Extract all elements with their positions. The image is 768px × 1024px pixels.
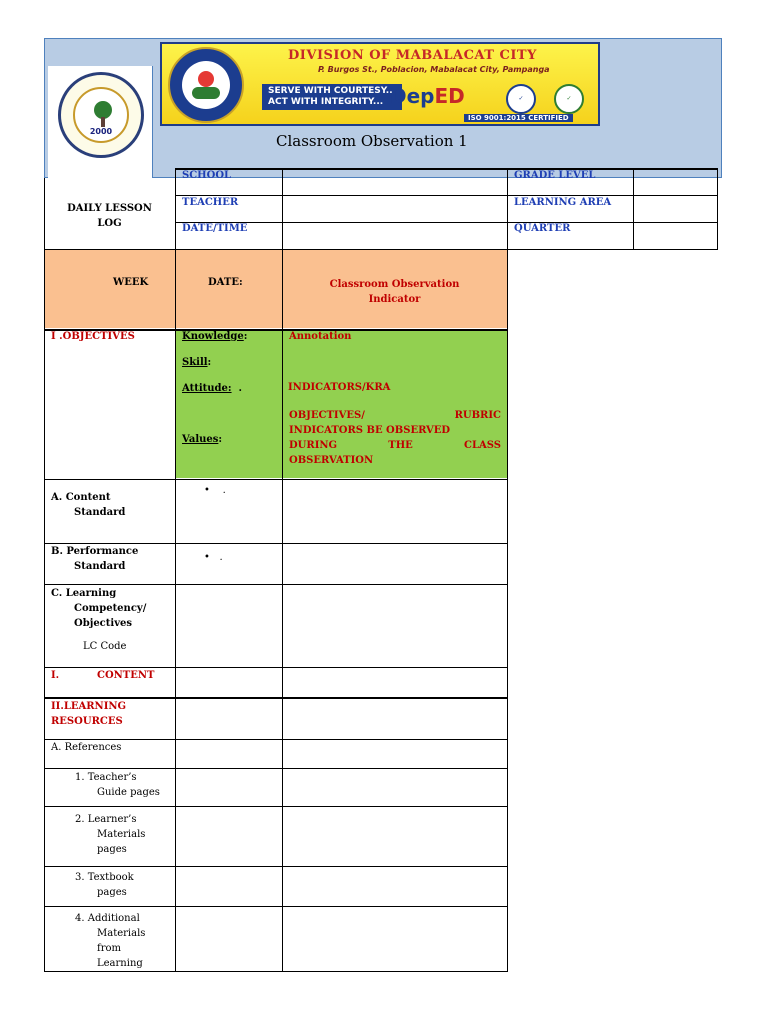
quarter-label: QUARTER <box>514 223 571 234</box>
grid-line <box>44 806 508 807</box>
performance-standard-line-2: Standard <box>74 561 126 572</box>
tg-line-1: 1. Teacher’s <box>75 772 137 783</box>
division-banner <box>160 42 600 126</box>
rubric-text <box>289 408 501 468</box>
division-name: DIVISION OF MABALACAT CITY <box>288 48 537 63</box>
rubric-word: RUBRIC <box>454 410 501 421</box>
leaf-icon <box>192 87 220 99</box>
motto-line-1: SERVE WITH COURTESY... <box>268 86 397 96</box>
rubric-line-4: OBSERVATION <box>289 455 374 466</box>
am-line-1: 4. Additional <box>75 913 140 924</box>
rubric-word: OBJECTIVES/ <box>289 410 365 421</box>
indicator-header <box>282 277 507 307</box>
values-item: Values: <box>182 434 223 445</box>
indicators-kra-label: INDICATORS/KRA <box>288 382 391 393</box>
tuv-cert-badge-icon: ✓ <box>506 84 536 114</box>
objectives-label: I .OBJECTIVES <box>51 331 135 342</box>
indicator-header-line-2: Indicator <box>368 294 421 305</box>
deped-logo <box>390 84 465 108</box>
learning-competency-label <box>51 586 146 631</box>
division-address: P. Burgos St., Poblacion, Mabalacat City, Pampanga <box>318 65 550 74</box>
grid-line <box>44 768 508 769</box>
bullet-icon: • <box>204 485 210 496</box>
grid-line <box>175 195 718 196</box>
grid-line <box>44 178 45 972</box>
motto-line-2: ACT WITH INTEGRITY... <box>268 97 384 107</box>
textbook-pages-label <box>75 870 134 900</box>
content-standard-line-2: Standard <box>74 507 126 518</box>
am-line-4: Learning <box>97 958 143 969</box>
grid-line <box>44 479 508 480</box>
bullet-dot: . <box>219 552 223 563</box>
knowledge-item: Knowledge: <box>182 331 248 342</box>
teacher-label: TEACHER <box>182 197 239 208</box>
iso-certified-label: ISO 9001:2015 CERTIFIED <box>464 114 573 122</box>
knowledge-label: Knowledge <box>182 331 244 342</box>
attitude-dot: . <box>238 383 243 394</box>
bullet-icon: • <box>204 552 210 563</box>
date-time-label: DATE/TIME <box>182 223 248 234</box>
grid-line <box>507 168 508 972</box>
bullet-dot: . <box>222 485 226 496</box>
skill-item: Skill: <box>182 357 212 368</box>
learning-resources-label <box>51 699 126 729</box>
grade-level-label: GRADE LEVEL <box>514 170 596 181</box>
content-standard-bullet <box>204 485 226 496</box>
school-seal-inner <box>73 87 129 143</box>
resources-line-1: II.LEARNING <box>51 701 127 712</box>
competency-line-1: C. Learning <box>51 588 117 599</box>
grid-line <box>44 866 508 867</box>
content-section-number: I. <box>51 670 60 681</box>
school-seal-logo <box>58 72 144 158</box>
deped-logo-part-b: ED <box>434 84 465 108</box>
tg-line-2: Guide pages <box>97 787 160 798</box>
competency-line-2: Competency/ <box>74 603 147 614</box>
deped-logo-part-a: Dep <box>390 84 435 108</box>
am-line-3: from <box>97 943 121 954</box>
performance-standard-bullet <box>204 552 223 563</box>
grid-line <box>44 906 508 907</box>
tree-trunk-icon <box>101 117 105 127</box>
grid-line <box>717 168 718 249</box>
school-founding-year: 2000 <box>89 127 113 136</box>
deped-seal-center <box>182 61 230 109</box>
content-standard-line-1: A. Content <box>51 492 111 503</box>
resources-line-2: RESOURCES <box>51 716 123 727</box>
additional-materials-label <box>75 911 145 971</box>
deped-seal-logo <box>168 47 244 123</box>
indicator-header-line-1: Classroom Observation <box>329 279 460 290</box>
attitude-item <box>182 383 242 394</box>
lm-line-2: Materials <box>97 829 146 840</box>
learners-materials-label <box>75 812 145 857</box>
performance-standard-line-1: B. Performance <box>51 546 139 557</box>
motto-text <box>262 84 402 110</box>
am-line-2: Materials <box>97 928 146 939</box>
rubric-line-2: INDICATORS BE OBSERVED <box>289 425 451 436</box>
content-section-label: CONTENT <box>97 670 155 681</box>
content-standard-label <box>51 490 125 520</box>
daily-lesson-log-label <box>44 201 175 231</box>
teachers-guide-label <box>75 770 160 800</box>
grid-line <box>175 222 718 223</box>
lc-code-label: LC Code <box>83 641 127 652</box>
annotation-label: Annotation <box>289 331 352 342</box>
tb-line-2: pages <box>97 887 127 898</box>
grid-line <box>44 584 508 585</box>
week-header: WEEK <box>113 277 149 288</box>
references-label: A. References <box>51 742 122 753</box>
grid-line <box>44 667 508 668</box>
iso-cert-badge-icon: ✓ <box>554 84 584 114</box>
skill-label: Skill <box>182 357 208 368</box>
dll-line-2: LOG <box>97 218 122 229</box>
school-label: SCHOOL <box>182 170 232 181</box>
rubric-word: THE <box>388 440 413 451</box>
grid-line <box>175 168 176 972</box>
competency-line-3: Objectives <box>74 618 132 629</box>
performance-standard-label <box>51 544 138 574</box>
dll-line-1: DAILY LESSON <box>67 203 152 214</box>
page-title: Classroom Observation 1 <box>276 132 468 150</box>
grid-line <box>44 971 508 972</box>
date-header: DATE: <box>208 277 243 288</box>
tb-line-1: 3. Textbook <box>75 872 134 883</box>
rubric-line-3 <box>289 438 501 453</box>
rubric-word: DURING <box>289 440 338 451</box>
grid-line <box>44 739 508 740</box>
lm-line-3: pages <box>97 844 127 855</box>
rubric-line-1 <box>289 408 501 423</box>
rubric-word: CLASS <box>464 440 501 451</box>
attitude-label: Attitude: <box>182 383 232 394</box>
lm-line-1: 2. Learner’s <box>75 814 137 825</box>
sun-icon <box>198 71 214 87</box>
values-label: Values <box>182 434 219 445</box>
grid-line <box>175 168 718 170</box>
learning-area-label: LEARNING AREA <box>514 197 612 208</box>
grid-line <box>633 168 634 249</box>
grid-line <box>44 249 718 250</box>
